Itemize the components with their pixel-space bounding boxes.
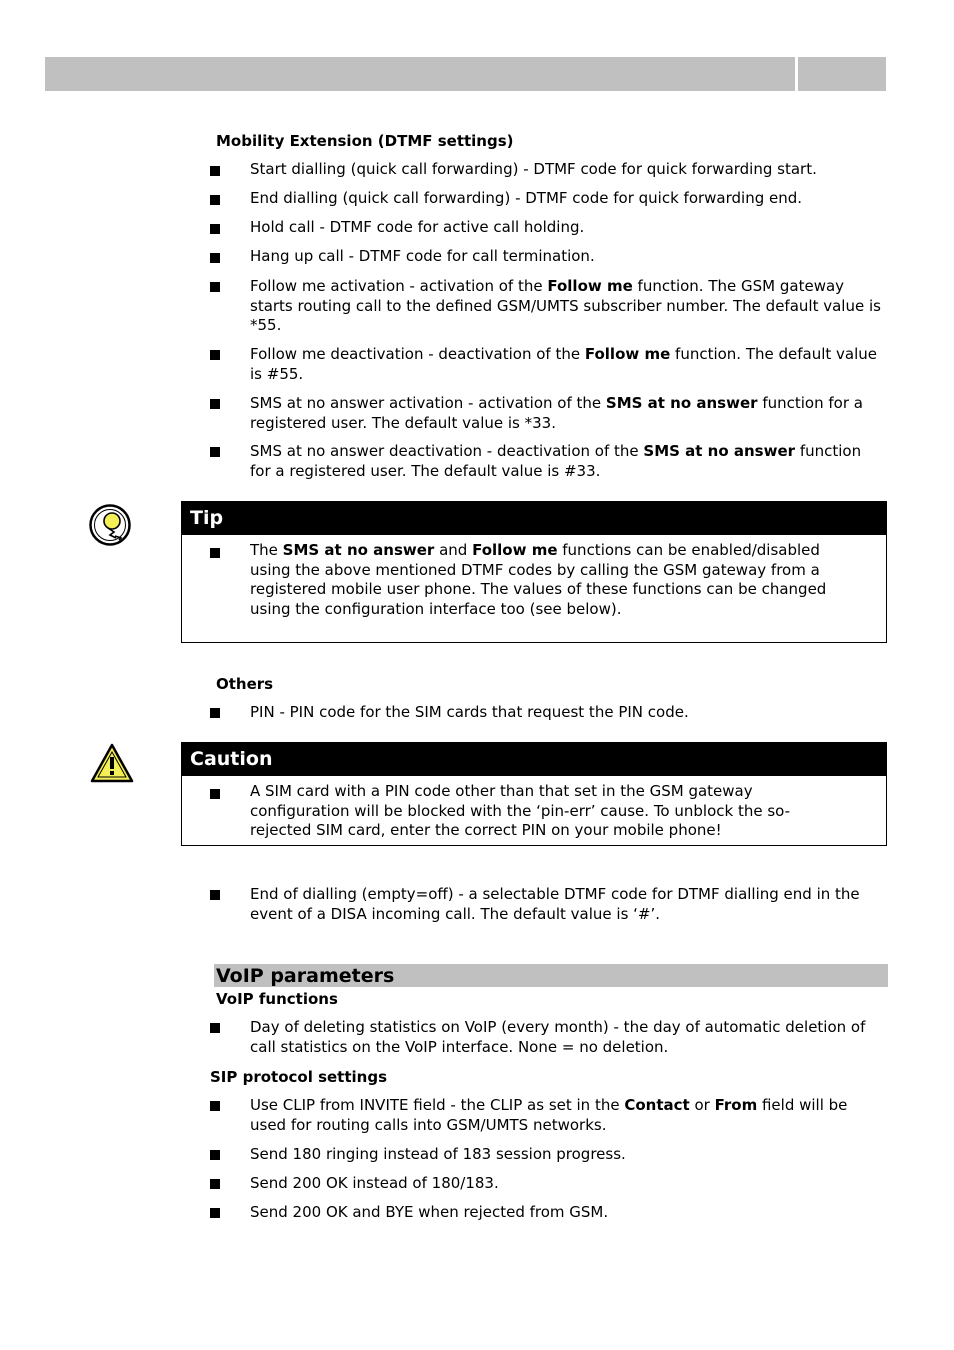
list-item: Day of deleting statistics on VoIP (every month) - the day of automatic deletion of call statistics on the VoIP interface. None = no deletion. (250, 1018, 866, 1056)
voip-functions-heading: VoIP functions (216, 990, 338, 1008)
list-item: End of dialling (empty=off) - a selectable DTMF code for DTMF dialling end in the event of a DISA incoming call. The default value is ‘#’. (250, 885, 860, 923)
bullet-icon (210, 282, 220, 292)
page-number-box (798, 57, 886, 91)
caution-title: Caution (182, 743, 886, 776)
tip-box (181, 501, 887, 643)
bullet-icon (210, 1208, 220, 1218)
others-heading: Others (216, 675, 274, 693)
bullet-icon (210, 1101, 220, 1111)
bullet-icon (210, 195, 220, 205)
bullet-icon (210, 1150, 220, 1160)
mobility-extension-heading: Mobility Extension (DTMF settings) (216, 132, 514, 150)
list-item: Send 180 ringing instead of 183 session progress. (250, 1145, 626, 1163)
bullet-icon (210, 890, 220, 900)
list-item: PIN - PIN code for the SIM cards that request the PIN code. (250, 703, 689, 721)
bullet-icon (210, 1179, 220, 1189)
sip-settings-heading: SIP protocol settings (210, 1068, 388, 1086)
bullet-icon (210, 350, 220, 360)
bullet-icon (210, 224, 220, 234)
list-item: End dialling (quick call forwarding) - DTMF code for quick forwarding end. (250, 189, 803, 207)
caution-text: A SIM card with a PIN code other than that set in the GSM gateway configuration will be blocked with the ‘pin-err’ cause. To unblock the so-rejected SIM card, enter the correct PIN on your mobile phone! (250, 782, 791, 839)
lightbulb-icon (88, 503, 134, 547)
voip-section-title: VoIP parameters (216, 965, 395, 987)
list-item: Hold call - DTMF code for active call holding. (250, 218, 585, 236)
list-item: SMS at no answer deactivation - deactivation of the SMS at no answer function for a registered user. The default value is #33. (250, 442, 862, 480)
bullet-icon (210, 253, 220, 263)
list-item: Hang up call - DTMF code for call termination. (250, 247, 595, 265)
list-item: Use CLIP from INVITE field - the CLIP as set in the Contact or From field will be used for routing calls into GSM/UMTS networks. (250, 1096, 848, 1134)
bullet-icon (210, 1023, 220, 1033)
bullet-icon (210, 548, 220, 558)
bullet-icon (210, 708, 220, 718)
tip-title: Tip (182, 502, 886, 535)
page-header-bar (45, 57, 795, 91)
bullet-icon (210, 166, 220, 176)
caution-box (181, 742, 887, 846)
bullet-icon (210, 789, 220, 799)
list-item: Follow me activation - activation of the Follow me function. The GSM gateway starts routing call to the defined GSM/UMTS subscriber number. The default value is *55. (250, 277, 881, 334)
list-item: SMS at no answer activation - activation of the SMS at no answer function for a registered user. The default value is *33. (250, 394, 863, 432)
list-item: Send 200 OK and BYE when rejected from GSM. (250, 1203, 609, 1221)
list-item: Start dialling (quick call forwarding) - DTMF code for quick forwarding start. (250, 160, 817, 178)
list-item: Follow me deactivation - deactivation of the Follow me function. The default value is #55. (250, 345, 878, 383)
bullet-icon (210, 399, 220, 409)
bullet-icon (210, 447, 220, 457)
tip-text: The SMS at no answer and Follow me functions can be enabled/disabled using the above mentioned DTMF codes by calling the GSM gateway from a registered mobile user phone. The values of these functions can be changed using the configuration interface too (see below). (250, 541, 827, 618)
warning-triangle-icon (89, 742, 135, 784)
list-item: Send 200 OK instead of 180/183. (250, 1174, 499, 1192)
